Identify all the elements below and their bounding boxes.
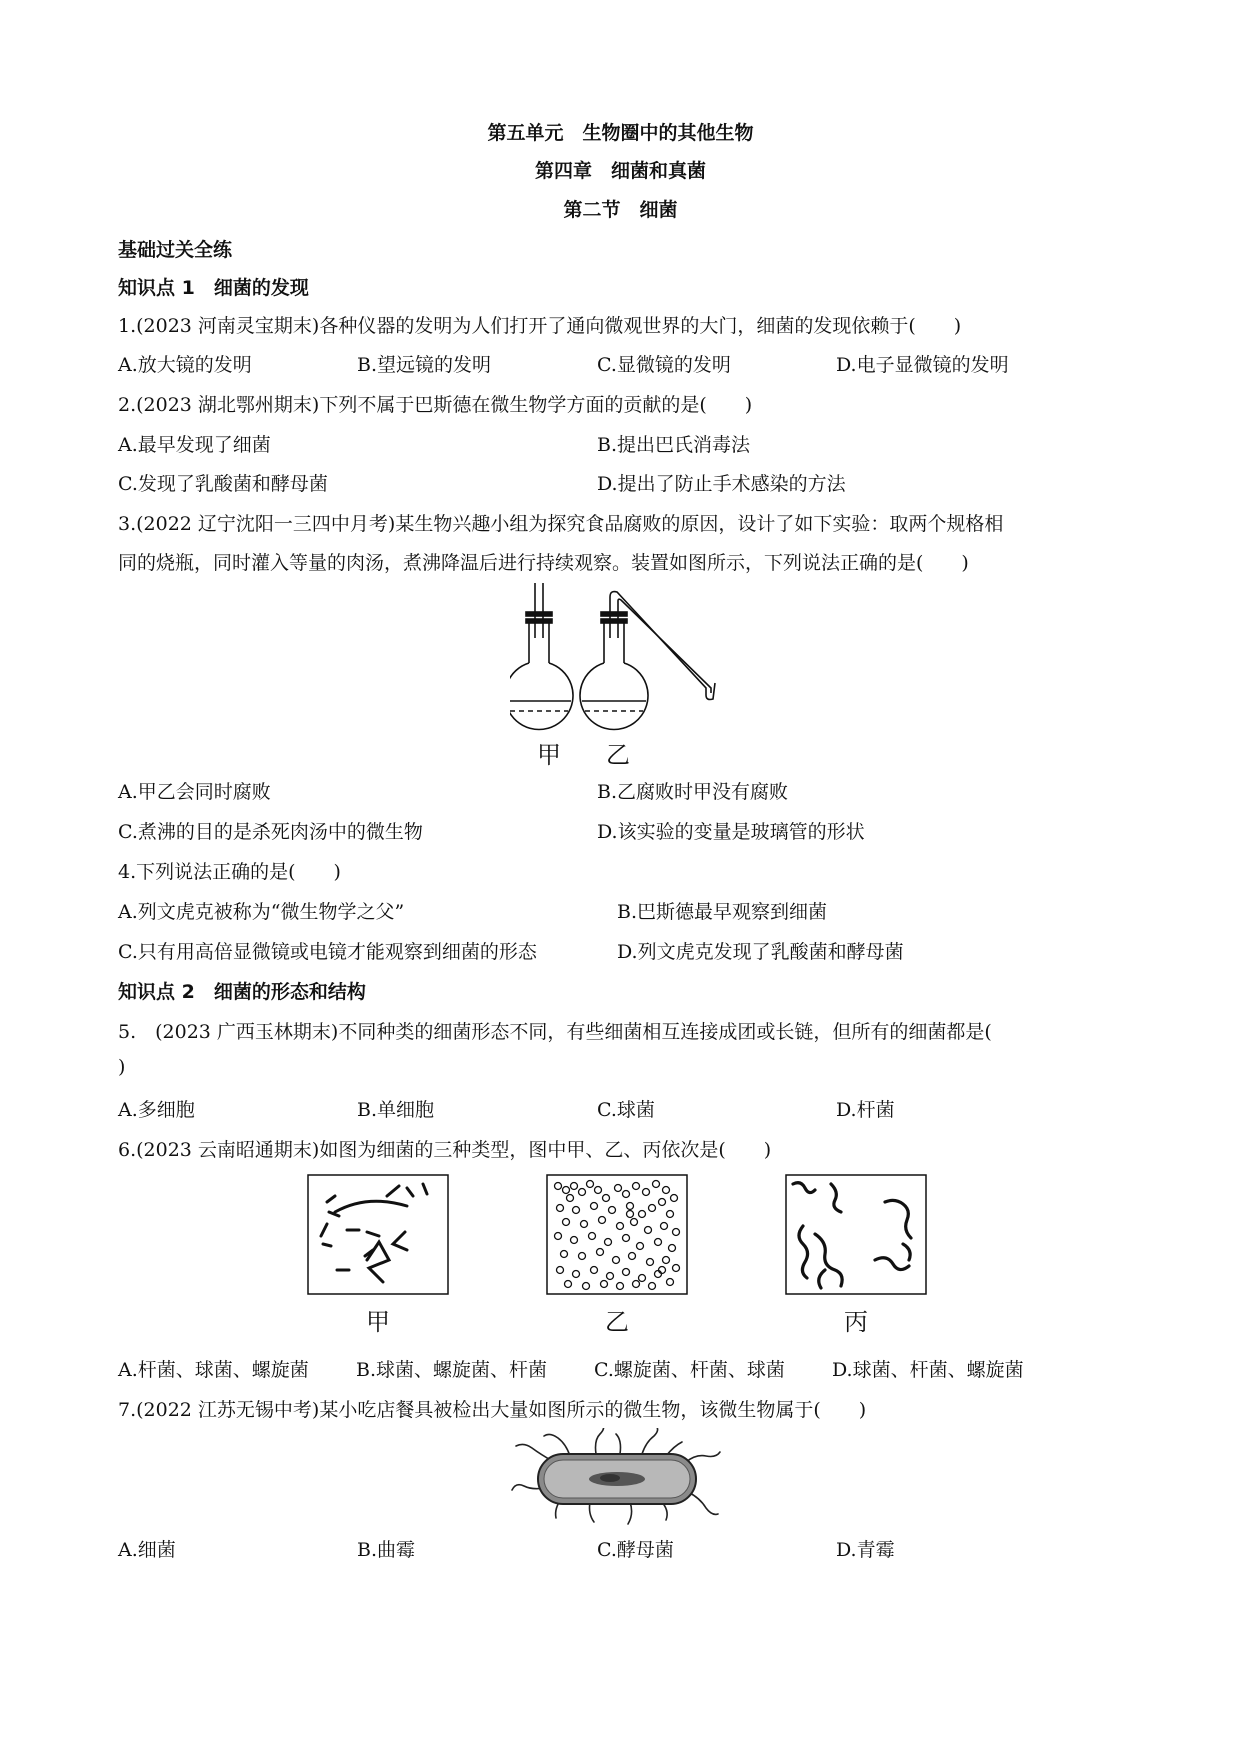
bacilli-panel bbox=[307, 1174, 449, 1295]
question-3-option-d: D.该实验的变量是玻璃管的形状 bbox=[597, 821, 865, 843]
chapter-title: 第四章 细菌和真菌 bbox=[534, 160, 706, 182]
question-5-option-d: D.杆菌 bbox=[836, 1099, 895, 1121]
question-2-option-b: B.提出巴氏消毒法 bbox=[597, 434, 751, 456]
question-7-option-a: A.细菌 bbox=[118, 1539, 176, 1561]
question-3-option-b: B.乙腐败时甲没有腐败 bbox=[597, 781, 789, 803]
question-1-option-b: B.望远镜的发明 bbox=[357, 354, 492, 376]
question-4-option-c: C.只有用高倍显微镜或电镜才能观察到细菌的形态 bbox=[118, 941, 537, 963]
question-7-option-c: C.酵母菌 bbox=[597, 1539, 674, 1561]
question-5-option-b: B.单细胞 bbox=[357, 1099, 435, 1121]
question-7-option-d: D.青霉 bbox=[836, 1539, 895, 1561]
flask-label-jia: 甲 bbox=[537, 741, 561, 769]
question-1-stem: 1.(2023 河南灵宝期末)各种仪器的发明为人们打开了通向微观世界的大门，细菌的发现依赖于( ) bbox=[118, 315, 962, 337]
question-6-option-c: C.螺旋菌、杆菌、球菌 bbox=[594, 1359, 785, 1381]
question-6-option-d: D.球菌、杆菌、螺旋菌 bbox=[832, 1359, 1024, 1381]
flask-label-yi: 乙 bbox=[606, 741, 630, 769]
question-1-option-d: D.电子显微镜的发明 bbox=[836, 354, 1009, 376]
flask-jia bbox=[510, 583, 573, 729]
question-7-option-b: B.曲霉 bbox=[357, 1539, 416, 1561]
knowledge-point-1: 知识点 1 细菌的发现 bbox=[118, 277, 309, 299]
knowledge-point-2: 知识点 2 细菌的形态和结构 bbox=[118, 981, 366, 1003]
question-6-option-b: B.球菌、螺旋菌、杆菌 bbox=[356, 1359, 548, 1381]
panel-label-jia: 甲 bbox=[366, 1308, 390, 1336]
question-3-option-c: C.煮沸的目的是杀死肉汤中的微生物 bbox=[118, 821, 423, 843]
question-1-option-c: C.显微镜的发明 bbox=[597, 354, 731, 376]
question-3-stem-line-2: 同的烧瓶，同时灌入等量的肉汤，煮沸降温后进行持续观察。装置如图所示，下列说法正确的是( ) bbox=[118, 552, 969, 574]
unit-title: 第五单元 生物圈中的其他生物 bbox=[487, 122, 754, 144]
question-6-stem: 6.(2023 云南昭通期末)如图为细菌的三种类型，图中甲、乙、丙依次是( ) bbox=[118, 1139, 772, 1161]
panel-label-yi: 乙 bbox=[605, 1308, 629, 1336]
question-5-stem-line-2: ) bbox=[118, 1056, 126, 1078]
question-4-stem: 4.下列说法正确的是( ) bbox=[118, 861, 341, 883]
question-2-option-c: C.发现了乳酸菌和酵母菌 bbox=[118, 473, 328, 495]
question-4-option-d: D.列文虎克发现了乳酸菌和酵母菌 bbox=[617, 941, 904, 963]
practice-title: 基础过关全练 bbox=[118, 239, 233, 261]
question-1-option-a: A.放大镜的发明 bbox=[118, 354, 252, 376]
spirilla-panel bbox=[785, 1174, 927, 1295]
question-3-stem-line-1: 3.(2022 辽宁沈阳一三四中月考)某生物兴趣小组为探究食品腐败的原因，设计了如下实验：取两个规格相 bbox=[118, 513, 1004, 535]
question-2-stem: 2.(2023 湖北鄂州期末)下列不属于巴斯德在微生物学方面的贡献的是( ) bbox=[118, 394, 753, 416]
question-7-stem: 7.(2022 江苏无锡中考)某小吃店餐具被检出大量如图所示的微生物，该微生物属于( ) bbox=[118, 1399, 867, 1421]
flask-yi bbox=[580, 592, 715, 730]
question-4-option-b: B.巴斯德最早观察到细菌 bbox=[617, 901, 828, 923]
question-5-option-a: A.多细胞 bbox=[118, 1099, 195, 1121]
question-2-option-d: D.提出了防止手术感染的方法 bbox=[597, 473, 846, 495]
question-3-option-a: A.甲乙会同时腐败 bbox=[118, 781, 271, 803]
question-5-stem-line-1: 5. (2023 广西玉林期末)不同种类的细菌形态不同，有些细菌相互连接成团或长链，但所有的细菌都是( bbox=[118, 1021, 992, 1043]
question-4-option-a: A.列文虎克被称为“微生物学之父” bbox=[118, 901, 405, 923]
question-5-option-c: C.球菌 bbox=[597, 1099, 655, 1121]
bacterium-figure bbox=[510, 1428, 725, 1526]
flask-experiment-figure bbox=[510, 583, 730, 748]
panel-label-bing: 丙 bbox=[844, 1308, 868, 1336]
question-6-option-a: A.杆菌、球菌、螺旋菌 bbox=[118, 1359, 309, 1381]
question-2-option-a: A.最早发现了细菌 bbox=[118, 434, 271, 456]
section-title: 第二节 细菌 bbox=[563, 199, 678, 221]
cocci-panel bbox=[546, 1174, 688, 1295]
